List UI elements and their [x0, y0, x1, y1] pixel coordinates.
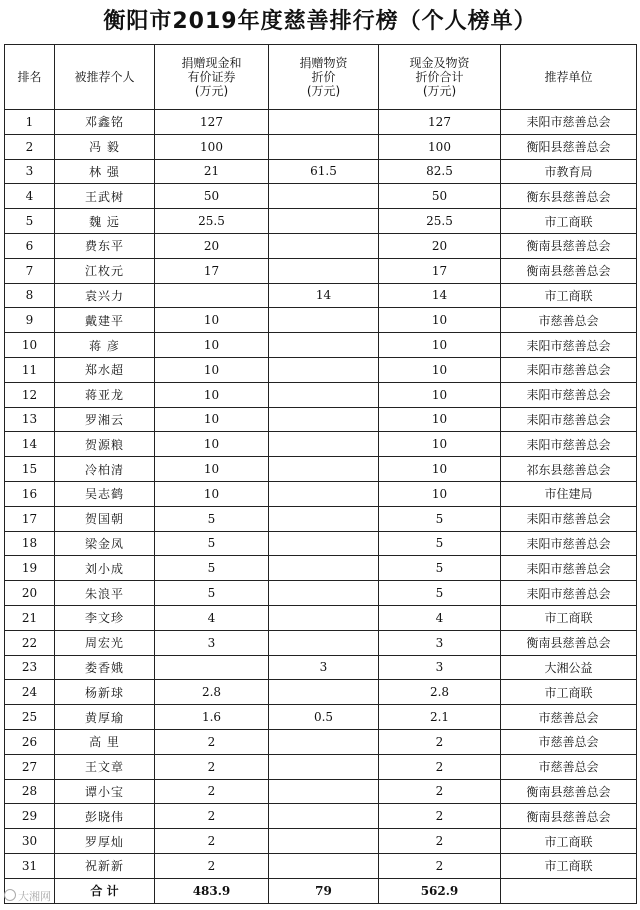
table-row: [5, 655, 637, 680]
table-row: [5, 308, 637, 333]
rank-cell: 28: [5, 779, 55, 804]
table-row: [5, 357, 637, 382]
watermark: [4, 888, 51, 904]
cash-cell: 100: [155, 134, 269, 159]
goods-cell: 3: [269, 655, 379, 680]
total-cell: 2.1: [379, 705, 501, 730]
cash-cell: 5: [155, 506, 269, 531]
table-row: [5, 506, 637, 531]
rank-cell: 9: [5, 308, 55, 333]
cash-cell: 127: [155, 110, 269, 135]
unit-cell: 衡南县慈善总会: [501, 630, 637, 655]
total-cell: 50: [379, 184, 501, 209]
table-body: [5, 110, 637, 879]
total-cell: 2: [379, 829, 501, 854]
total-cell: 14: [379, 283, 501, 308]
goods-cell: [269, 853, 379, 878]
goods-cell: 14: [269, 283, 379, 308]
unit-cell: 市教育局: [501, 159, 637, 184]
name-cell: 袁兴力: [55, 283, 155, 308]
table-row: [5, 705, 637, 730]
rank-cell: 11: [5, 357, 55, 382]
rank-cell: 2: [5, 134, 55, 159]
goods-cell: [269, 333, 379, 358]
unit-cell: 衡阳县慈善总会: [501, 134, 637, 159]
unit-cell: 大湘公益: [501, 655, 637, 680]
total-cell: 2: [379, 779, 501, 804]
name-cell: 彭晓伟: [55, 804, 155, 829]
total-cell: 82.5: [379, 159, 501, 184]
table-row: [5, 630, 637, 655]
unit-cell: 市工商联: [501, 680, 637, 705]
rank-cell: 22: [5, 630, 55, 655]
table-row: [5, 853, 637, 878]
cash-cell: [155, 655, 269, 680]
rank-cell: 18: [5, 531, 55, 556]
rank-cell: 5: [5, 209, 55, 234]
goods-cell: [269, 506, 379, 531]
unit-cell: 耒阳市慈善总会: [501, 531, 637, 556]
name-cell: 魏 远: [55, 209, 155, 234]
header-unit: 推荐单位: [501, 45, 637, 110]
total-cell: 2: [379, 853, 501, 878]
unit-cell: 耒阳市慈善总会: [501, 506, 637, 531]
table-row: [5, 605, 637, 630]
total-cell: 100: [379, 134, 501, 159]
total-cell: 127: [379, 110, 501, 135]
goods-cell: [269, 630, 379, 655]
total-cell: 10: [379, 308, 501, 333]
name-cell: 娄香娥: [55, 655, 155, 680]
cash-cell: 2: [155, 754, 269, 779]
unit-cell: 市工商联: [501, 853, 637, 878]
total-row: [5, 878, 637, 903]
name-cell: 罗厚灿: [55, 829, 155, 854]
cash-cell: 20: [155, 233, 269, 258]
rank-cell: 15: [5, 457, 55, 482]
table-row: [5, 134, 637, 159]
total-cell: 10: [379, 333, 501, 358]
table-row: [5, 804, 637, 829]
unit-cell: 祁东县慈善总会: [501, 457, 637, 482]
goods-cell: [269, 110, 379, 135]
table-header-row: [5, 45, 637, 110]
goods-cell: [269, 233, 379, 258]
unit-cell: 衡南县慈善总会: [501, 804, 637, 829]
name-cell: 刘小成: [55, 556, 155, 581]
unit-cell: 市工商联: [501, 829, 637, 854]
name-cell: 冷柏清: [55, 457, 155, 482]
total-cell: 5: [379, 531, 501, 556]
rank-cell: 19: [5, 556, 55, 581]
unit-cell: 耒阳市慈善总会: [501, 382, 637, 407]
unit-cell: 衡南县慈善总会: [501, 779, 637, 804]
cash-cell: 10: [155, 481, 269, 506]
name-cell: 谭小宝: [55, 779, 155, 804]
goods-cell: [269, 209, 379, 234]
table-row: [5, 432, 637, 457]
name-cell: 李文珍: [55, 605, 155, 630]
unit-cell: 市慈善总会: [501, 754, 637, 779]
rank-cell: 14: [5, 432, 55, 457]
total-goods: 79: [269, 878, 379, 903]
cash-cell: 5: [155, 531, 269, 556]
table-row: [5, 258, 637, 283]
table-row: [5, 407, 637, 432]
unit-cell: 耒阳市慈善总会: [501, 581, 637, 606]
unit-cell: 耒阳市慈善总会: [501, 432, 637, 457]
table-row: [5, 110, 637, 135]
cash-cell: 10: [155, 357, 269, 382]
rank-cell: 6: [5, 233, 55, 258]
unit-cell: 市住建局: [501, 481, 637, 506]
goods-cell: [269, 481, 379, 506]
cash-cell: 4: [155, 605, 269, 630]
rank-cell: 26: [5, 729, 55, 754]
goods-cell: [269, 432, 379, 457]
rank-cell: 16: [5, 481, 55, 506]
rank-cell: 30: [5, 829, 55, 854]
total-cell: 10: [379, 481, 501, 506]
rank-cell: 24: [5, 680, 55, 705]
rank-cell: 7: [5, 258, 55, 283]
total-cell: 10: [379, 432, 501, 457]
total-cell: 2: [379, 804, 501, 829]
rank-cell: 13: [5, 407, 55, 432]
unit-cell: 耒阳市慈善总会: [501, 556, 637, 581]
rank-cell: 8: [5, 283, 55, 308]
goods-cell: [269, 779, 379, 804]
unit-cell: 市工商联: [501, 605, 637, 630]
unit-cell: 耒阳市慈善总会: [501, 110, 637, 135]
rank-cell: 27: [5, 754, 55, 779]
goods-cell: [269, 184, 379, 209]
name-cell: 杨新球: [55, 680, 155, 705]
name-cell: 黄厚瑜: [55, 705, 155, 730]
name-cell: 蒋亚龙: [55, 382, 155, 407]
rank-cell: 29: [5, 804, 55, 829]
total-cell: 2: [379, 754, 501, 779]
rank-cell: 4: [5, 184, 55, 209]
cash-cell: 1.6: [155, 705, 269, 730]
cash-cell: 2: [155, 779, 269, 804]
name-cell: 贺国朝: [55, 506, 155, 531]
header-total: 现金及物资 折价合计 (万元): [379, 45, 501, 110]
cash-cell: 10: [155, 308, 269, 333]
goods-cell: [269, 308, 379, 333]
cash-cell: 10: [155, 333, 269, 358]
total-cell: 4: [379, 605, 501, 630]
rank-cell: 21: [5, 605, 55, 630]
watermark-logo-icon: [4, 889, 16, 901]
cash-cell: 50: [155, 184, 269, 209]
name-cell: 王武树: [55, 184, 155, 209]
table-row: [5, 209, 637, 234]
goods-cell: [269, 556, 379, 581]
page-title: 衡阳市2019年度慈善排行榜（个人榜单）: [103, 9, 537, 34]
watermark-text: 大湘网: [18, 890, 51, 903]
unit-cell: 市工商联: [501, 283, 637, 308]
cash-cell: [155, 283, 269, 308]
goods-cell: [269, 531, 379, 556]
total-label: 合 计: [55, 878, 155, 903]
table-row: [5, 581, 637, 606]
total-cell: 10: [379, 357, 501, 382]
table-row: [5, 333, 637, 358]
name-cell: 贺源粮: [55, 432, 155, 457]
goods-cell: [269, 382, 379, 407]
cash-cell: 10: [155, 407, 269, 432]
cash-cell: 25.5: [155, 209, 269, 234]
goods-cell: [269, 357, 379, 382]
unit-cell: 耒阳市慈善总会: [501, 357, 637, 382]
goods-cell: [269, 258, 379, 283]
name-cell: 吴志鹤: [55, 481, 155, 506]
rank-cell: 23: [5, 655, 55, 680]
rank-cell: 12: [5, 382, 55, 407]
unit-cell: 耒阳市慈善总会: [501, 407, 637, 432]
name-cell: 朱浪平: [55, 581, 155, 606]
table-row: [5, 680, 637, 705]
name-cell: 蒋 彦: [55, 333, 155, 358]
unit-cell: 耒阳市慈善总会: [501, 333, 637, 358]
table-row: [5, 556, 637, 581]
name-cell: 郑水超: [55, 357, 155, 382]
table-row: [5, 754, 637, 779]
header-name: 被推荐个人: [55, 45, 155, 110]
goods-cell: 0.5: [269, 705, 379, 730]
rank-cell: 3: [5, 159, 55, 184]
unit-cell: 市慈善总会: [501, 729, 637, 754]
cash-cell: 2: [155, 729, 269, 754]
total-cell: 5: [379, 556, 501, 581]
cash-cell: 2: [155, 804, 269, 829]
table-row: [5, 283, 637, 308]
goods-cell: [269, 754, 379, 779]
goods-cell: [269, 407, 379, 432]
total-cell: 3: [379, 630, 501, 655]
cash-cell: 5: [155, 556, 269, 581]
name-cell: 冯 毅: [55, 134, 155, 159]
total-cash: 483.9: [155, 878, 269, 903]
total-cell: 2.8: [379, 680, 501, 705]
goods-cell: [269, 605, 379, 630]
total-cell: 10: [379, 382, 501, 407]
name-cell: 费东平: [55, 233, 155, 258]
rank-cell: 17: [5, 506, 55, 531]
total-cell: 10: [379, 407, 501, 432]
table-row: [5, 457, 637, 482]
total-cell: 3: [379, 655, 501, 680]
total-cell: 5: [379, 581, 501, 606]
table-row: [5, 382, 637, 407]
unit-cell: 衡南县慈善总会: [501, 233, 637, 258]
total-cell: 5: [379, 506, 501, 531]
total-cell: 2: [379, 729, 501, 754]
name-cell: 罗湘云: [55, 407, 155, 432]
rank-cell: 10: [5, 333, 55, 358]
cash-cell: 10: [155, 432, 269, 457]
header-rank: 排名: [5, 45, 55, 110]
total-cell: 17: [379, 258, 501, 283]
name-cell: 高 里: [55, 729, 155, 754]
rank-cell: 20: [5, 581, 55, 606]
cash-cell: 3: [155, 630, 269, 655]
cash-cell: 2: [155, 853, 269, 878]
goods-cell: [269, 804, 379, 829]
table-row: [5, 159, 637, 184]
cash-cell: 10: [155, 382, 269, 407]
cash-cell: 10: [155, 457, 269, 482]
header-cash: 捐赠现金和 有价证券 (万元): [155, 45, 269, 110]
cash-cell: 2: [155, 829, 269, 854]
name-cell: 林 强: [55, 159, 155, 184]
rank-cell: 1: [5, 110, 55, 135]
goods-cell: [269, 134, 379, 159]
unit-cell: 市工商联: [501, 209, 637, 234]
table-row: [5, 233, 637, 258]
name-cell: 梁金凤: [55, 531, 155, 556]
header-goods: 捐赠物资 折价 (万元): [269, 45, 379, 110]
rank-cell: 31: [5, 853, 55, 878]
name-cell: 祝新新: [55, 853, 155, 878]
ranking-table: [4, 44, 637, 904]
goods-cell: 61.5: [269, 159, 379, 184]
table-row: [5, 531, 637, 556]
cash-cell: 21: [155, 159, 269, 184]
total-cell: 25.5: [379, 209, 501, 234]
goods-cell: [269, 829, 379, 854]
total-cell: 10: [379, 457, 501, 482]
table-row: [5, 829, 637, 854]
table-row: [5, 481, 637, 506]
total-sum: 562.9: [379, 878, 501, 903]
name-cell: 江枚元: [55, 258, 155, 283]
goods-cell: [269, 680, 379, 705]
name-cell: 戴建平: [55, 308, 155, 333]
goods-cell: [269, 457, 379, 482]
name-cell: 邓鑫铭: [55, 110, 155, 135]
name-cell: 周宏光: [55, 630, 155, 655]
goods-cell: [269, 729, 379, 754]
total-cell: 20: [379, 233, 501, 258]
table-row: [5, 729, 637, 754]
unit-cell: 衡南县慈善总会: [501, 258, 637, 283]
table-row: [5, 184, 637, 209]
cash-cell: 2.8: [155, 680, 269, 705]
unit-cell: 市慈善总会: [501, 705, 637, 730]
cash-cell: 17: [155, 258, 269, 283]
unit-cell: 衡东县慈善总会: [501, 184, 637, 209]
goods-cell: [269, 581, 379, 606]
unit-cell: 市慈善总会: [501, 308, 637, 333]
rank-cell: 25: [5, 705, 55, 730]
total-unit-cell: [501, 878, 637, 903]
table-row: [5, 779, 637, 804]
cash-cell: 5: [155, 581, 269, 606]
name-cell: 王文章: [55, 754, 155, 779]
